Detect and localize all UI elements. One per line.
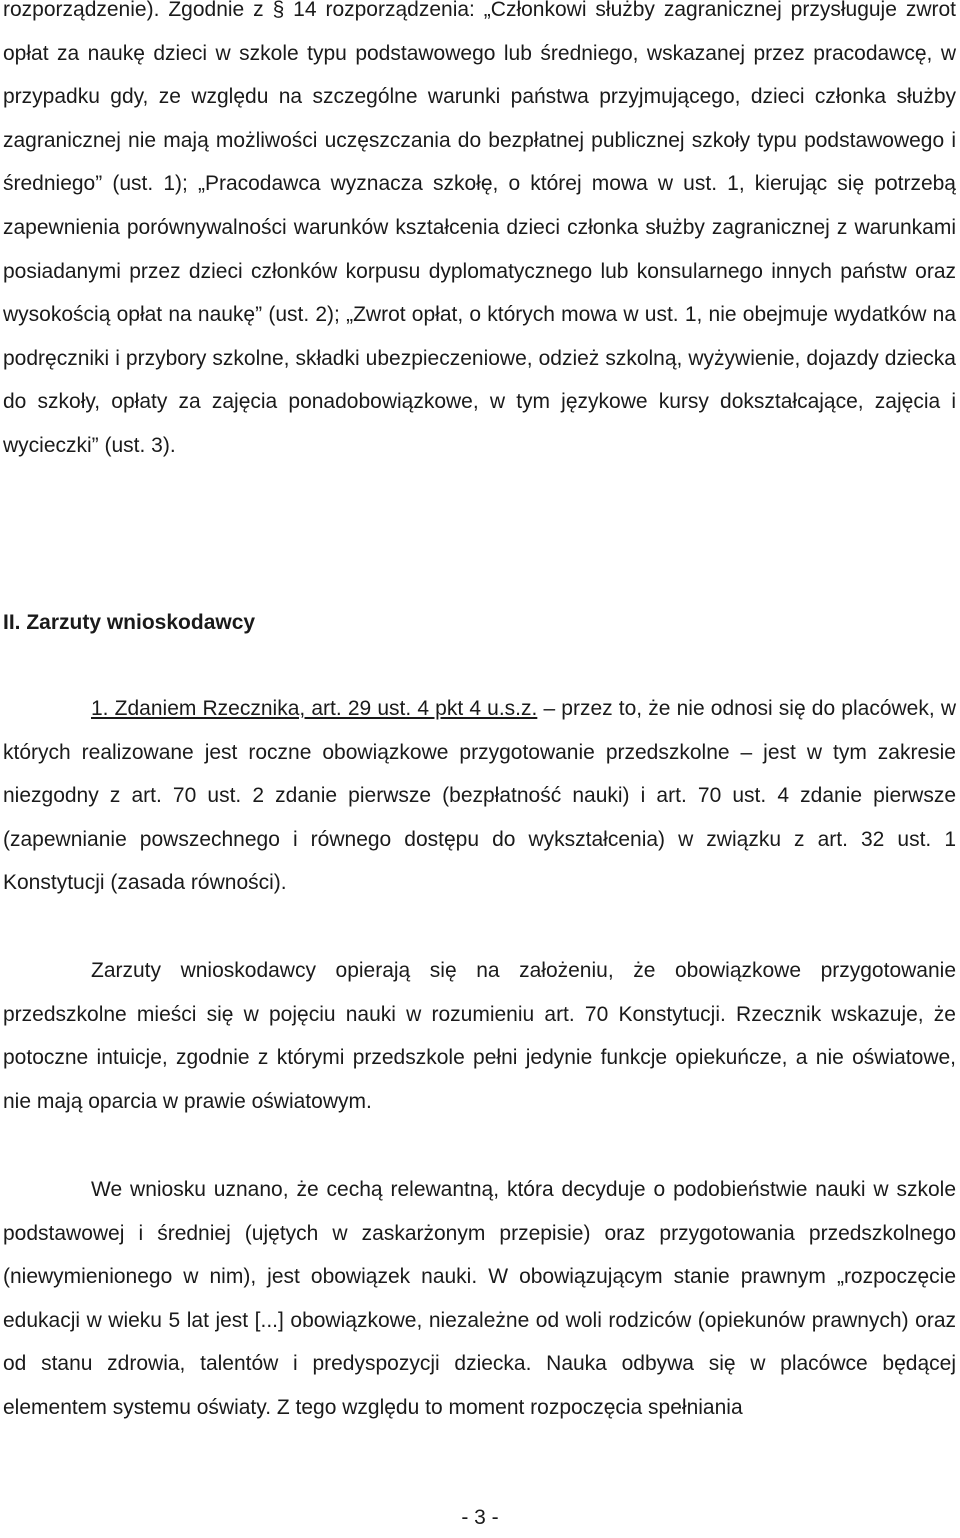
section-heading: II. Zarzuty wnioskodawcy [3,611,256,634]
point-1-lead: 1. Zdaniem Rzecznika, art. 29 ust. 4 pkt 4 u.s.z. [91,697,538,720]
paragraph-objections: Zarzuty wnioskodawcy opierają się na założeniu, że obowiązkowe przygotowanie przedszkolne mieści się w pojęciu nauki w rozumieniu art. 70 Konstytucji. Rzecznik wskazuje, że potoczne intuicje, zgodnie z którymi przedszkole pełni jedynie funkcje opiekuńcze, a nie oświatowe, nie mają oparcia w prawie oświatowym. [3,959,956,1113]
paragraph-motion: We wniosku uznano, że cechą relewantną, która decyduje o podobieństwie nauki w szkole podstawowej i średniej (ujętych w zaskarżonym przepisie) oraz przygotowania przedszkolnego (niewymienionego w nim), jest obowiązek nauki. W obowiązującym stanie prawnym „rozpoczęcie edukacji w wieku 5 lat jest [...] obowiązkowe, niezależne od woli rodziców (opiekunów prawnych) oraz od stanu zdrowia, talentów i predyspozycji dziecka. Nauka odbywa się w placówce będącej elementem systemu oświaty. Z tego względu to moment rozpoczęcia spełniania [3,1178,956,1419]
point-1-text: – przez to, że nie odnosi się do placówek, w których realizowane jest roczne obowiązkowe przygotowanie przedszkolne – jest w tym zakresie niezgodny z art. 70 ust. 2 zdanie pierwsze (bezpłatność nauki) i art. 70 ust. 4 zdanie pierwsze (zapewnianie powszechnego i równego dostępu do wykształcenia) w związku z art. 32 ust. 1 Konstytucji (zasada równości). [3,697,956,895]
page-number: - 3 - [461,1506,499,1529]
paragraph-continuation: rozporządzenie). Zgodnie z § 14 rozporządzenia: „Członkowi służby zagranicznej przysługuje zwrot opłat za naukę dzieci w szkole typu podstawowego lub średniego, wskazanej przez pracodawcę, w przypadku gdy, ze względu na szczególne warunki państwa przyjmującego, dzieci członka służby zagranicznej nie mają możliwości uczęszczania do bezpłatnej publicznej szkoły typu podstawowego i średniego” (ust. 1); „Pracodawca wyznacza szkołę, o której mowa w ust. 1, kierując się potrzebą zapewnienia porównywalności warunków kształcenia dzieci członka służby zagranicznej z warunkami posiadanymi przez dzieci członków korpusu dyplomatycznego lub konsularnego innych państw oraz wysokością opłat na naukę” (ust. 2); „Zwrot opłat, o których mowa w ust. 1, nie obejmuje wydatków na podręczniki i przybory szkolne, składki ubezpieczeniowe, odzież szkolną, wyżywienie, dojazdy dziecka do szkoły, opłaty za zajęcia ponadobowiązkowe, w tym językowe kursy dokształcające, zajęcia i wycieczki” (ust. 3). [3,0,956,457]
point-1-paragraph [3,687,956,905]
